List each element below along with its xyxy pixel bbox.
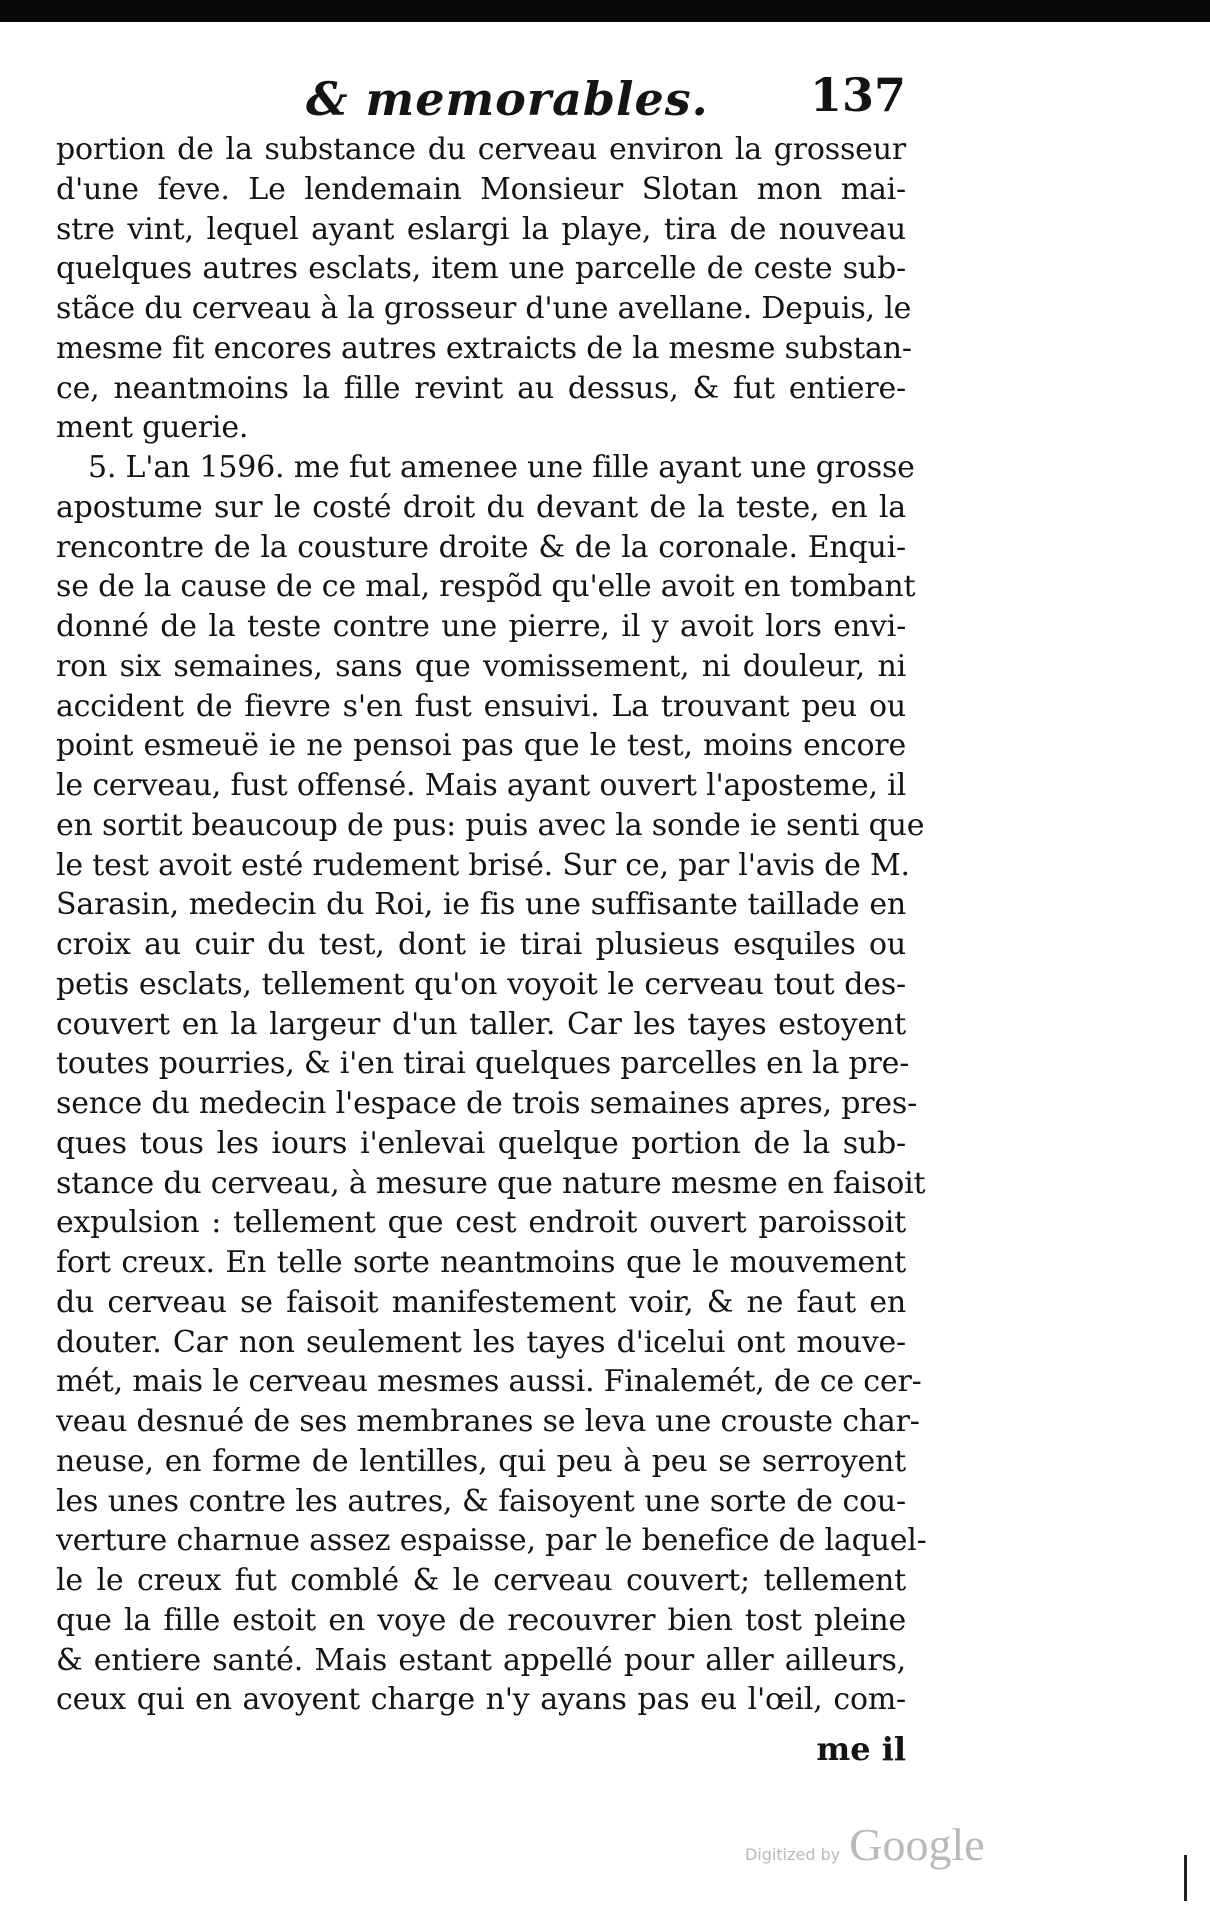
text-line: donné de la teste contre une pierre, il y avoit lors envi- [56,609,906,644]
text-line: que la fille estoit en voye de recouvrer bien tost pleine [56,1602,906,1638]
text-line: le le creux fut comblé & le cerveau couvert; tellement [56,1563,906,1598]
text-line: sence du medecin l'espace de trois semaines apres, pres- [56,1086,918,1121]
text-line: d'une feve. Le lendemain Monsieur Slotan mon mai- [56,171,906,207]
text-line: neuse, en forme de lentilles, qui peu à peu se serroyent [56,1443,906,1479]
text-line: & entiere santé. Mais estant appellé pour aller ailleurs, [56,1642,906,1678]
text-line: ce, neantmoins la fille revint au dessus, & fut entiere- [56,370,906,406]
text-line: ron six semaines, sans que vomissement, ni douleur, ni [56,648,906,684]
text-line: se de la cause de ce mal, respõd qu'elle avoit en tombant [56,569,916,605]
text-line: veau desnué de ses membranes se leva une crouste char- [56,1404,920,1439]
text-line: ment guerie. [56,410,249,446]
text-line: portion de la substance du cerveau environ la grosseur [56,132,906,167]
text-line: petis esclats, tellement qu'on voyoit le cerveau tout des- [56,966,906,1002]
text-line: le test avoit esté rudement brisé. Sur ce, par l'avis de M. [56,847,910,883]
text-line: ques tous les iours i'enlevai quelque portion de la sub- [56,1125,906,1161]
text-line: verture charnue assez espaisse, par le benefice de laquel- [56,1523,927,1559]
page-number: 137 [809,68,906,122]
text-line: Sarasin, medecin du Roi, ie fis une suffisante taillade en [56,887,906,923]
text-line: stãce du cerveau à la grosseur d'une avellane. Depuis, le [56,291,912,326]
text-line: accident de fievre s'en fust ensuivi. La trouvant peu ou [56,688,906,724]
text-line: les unes contre les autres, & faisoyent une sorte de cou- [56,1483,906,1519]
text-line: fort creux. En telle sorte neantmoins que le mouvement [56,1245,906,1280]
text-line: point esmeuë ie ne pensoi pas que le test, moins encore [56,728,906,764]
text-line: stance du cerveau, à mesure que nature mesme en faisoit [56,1165,926,1201]
text-line: ceux qui en avoyent charge n'y ayans pas eu l'œil, com- [56,1682,906,1718]
scan-edge-mark [1184,1855,1187,1901]
text-line: le cerveau, fust offensé. Mais ayant ouvert l'aposteme, il [56,768,906,803]
text-line: douter. Car non seulement les tayes d'icelui ont mouve- [56,1324,906,1360]
text-line: rencontre de la cousture droite & de la coronale. Enqui- [56,529,906,565]
google-logo: Google [849,1819,985,1870]
text-line: apostume sur le costé droit du devant de la teste, en la [56,489,906,525]
text-line: toutes pourries, & i'en tirai quelques parcelles en la pre- [56,1046,910,1082]
digitized-watermark [745,1818,1005,1878]
digitized-by-label: Digitized by [745,1845,841,1864]
catchword: me il [816,1730,906,1768]
text-line: quelques autres esclats, item une parcelle de ceste sub- [56,251,906,287]
scan-top-border [0,0,1210,22]
text-line: expulsion : tellement que cest endroit ouvert paroissoit [56,1205,906,1241]
text-line: en sortit beaucoup de pus: puis avec la sonde ie senti que [56,807,925,843]
page-header [56,68,906,132]
text-line: 5. L'an 1596. me fut amenee une fille ayant une grosse [88,450,915,485]
body-text [56,130,927,1720]
text-line: couvert en la largeur d'un taller. Car les tayes estoyent [56,1006,906,1042]
text-line: du cerveau se faisoit manifestement voir, & ne faut en [56,1284,906,1320]
text-line: stre vint, lequel ayant eslargi la playe, tira de nouveau [56,211,906,247]
text-line: croix au cuir du test, dont ie tirai plusieus esquiles ou [56,927,906,962]
text-line: mét, mais le cerveau mesmes aussi. Finalemét, de ce cer- [56,1364,922,1400]
running-head: & memorables. [306,72,709,126]
text-line: mesme fit encores autres extraicts de la mesme substan- [56,330,912,366]
